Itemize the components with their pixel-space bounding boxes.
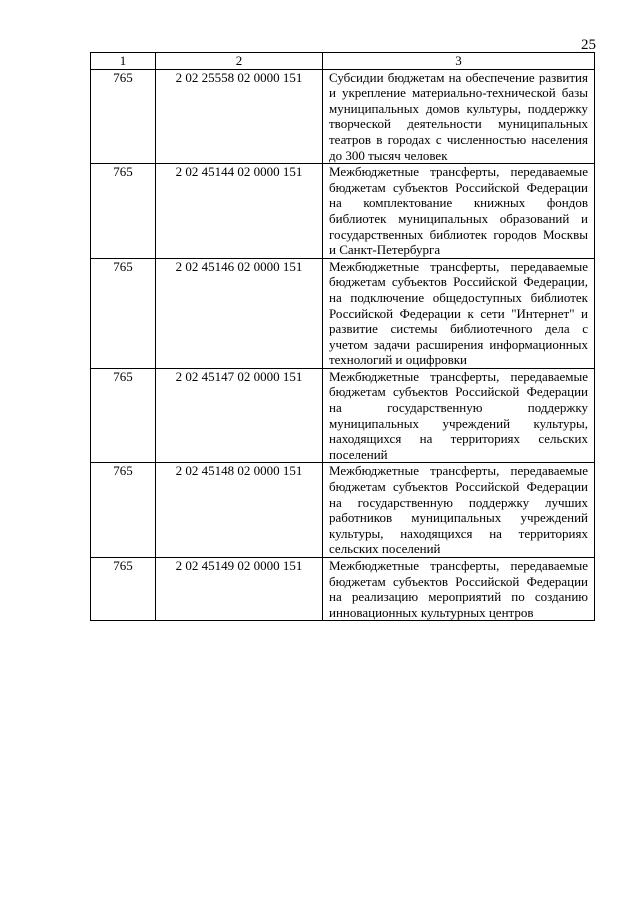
admin-code-cell: 765 bbox=[91, 164, 156, 259]
table-row bbox=[91, 368, 595, 463]
table-header-row bbox=[91, 53, 595, 70]
budget-code-cell: 2 02 45144 02 0000 151 bbox=[156, 164, 323, 259]
table-row bbox=[91, 558, 595, 621]
column-header-2: 2 bbox=[156, 53, 323, 70]
budget-code-cell: 2 02 25558 02 0000 151 bbox=[156, 69, 323, 164]
table-row bbox=[91, 258, 595, 368]
description-cell: Межбюджетные трансферты, передаваемые бюджетам субъектов Российской Федерации на государственную поддержку муниципальных учреждений культуры, находящихся на территориях сельских поселений bbox=[323, 368, 595, 463]
table-row bbox=[91, 164, 595, 259]
description-cell: Межбюджетные трансферты, передаваемые бюджетам субъектов Российской Федерации на комплектование книжных фондов библиотек муниципальных образований и государственных библиотек городов Москвы и Санкт-Петербурга bbox=[323, 164, 595, 259]
budget-code-cell: 2 02 45146 02 0000 151 bbox=[156, 258, 323, 368]
column-header-3: 3 bbox=[323, 53, 595, 70]
description-cell: Межбюджетные трансферты, передаваемые бюджетам субъектов Российской Федерации на реализацию мероприятий по созданию инновационных культурных центров bbox=[323, 558, 595, 621]
budget-code-cell: 2 02 45149 02 0000 151 bbox=[156, 558, 323, 621]
admin-code-cell: 765 bbox=[91, 258, 156, 368]
table-row bbox=[91, 69, 595, 164]
budget-code-table bbox=[90, 52, 595, 621]
admin-code-cell: 765 bbox=[91, 368, 156, 463]
description-cell: Субсидии бюджетам на обеспечение развития и укрепление материально-технической базы муниципальных домов культуры, поддержку творческой деятельности муниципальных театров в городах с численностью населения до 300 тысяч человек bbox=[323, 69, 595, 164]
page-number: 25 bbox=[581, 37, 596, 53]
admin-code-cell: 765 bbox=[91, 69, 156, 164]
budget-code-cell: 2 02 45148 02 0000 151 bbox=[156, 463, 323, 558]
admin-code-cell: 765 bbox=[91, 558, 156, 621]
description-cell: Межбюджетные трансферты, передаваемые бюджетам субъектов Российской Федерации, на подключение общедоступных библиотек Российской Федерации к сети "Интернет" и развитие системы библиотечного дела с учетом задачи расширения информационных технологий и оцифровки bbox=[323, 258, 595, 368]
column-header-1: 1 bbox=[91, 53, 156, 70]
budget-code-cell: 2 02 45147 02 0000 151 bbox=[156, 368, 323, 463]
table-row bbox=[91, 463, 595, 558]
description-cell: Межбюджетные трансферты, передаваемые бюджетам субъектов Российской Федерации на государственную поддержку лучших работников муниципальных учреждений культуры, находящихся на территориях сельских поселений bbox=[323, 463, 595, 558]
admin-code-cell: 765 bbox=[91, 463, 156, 558]
